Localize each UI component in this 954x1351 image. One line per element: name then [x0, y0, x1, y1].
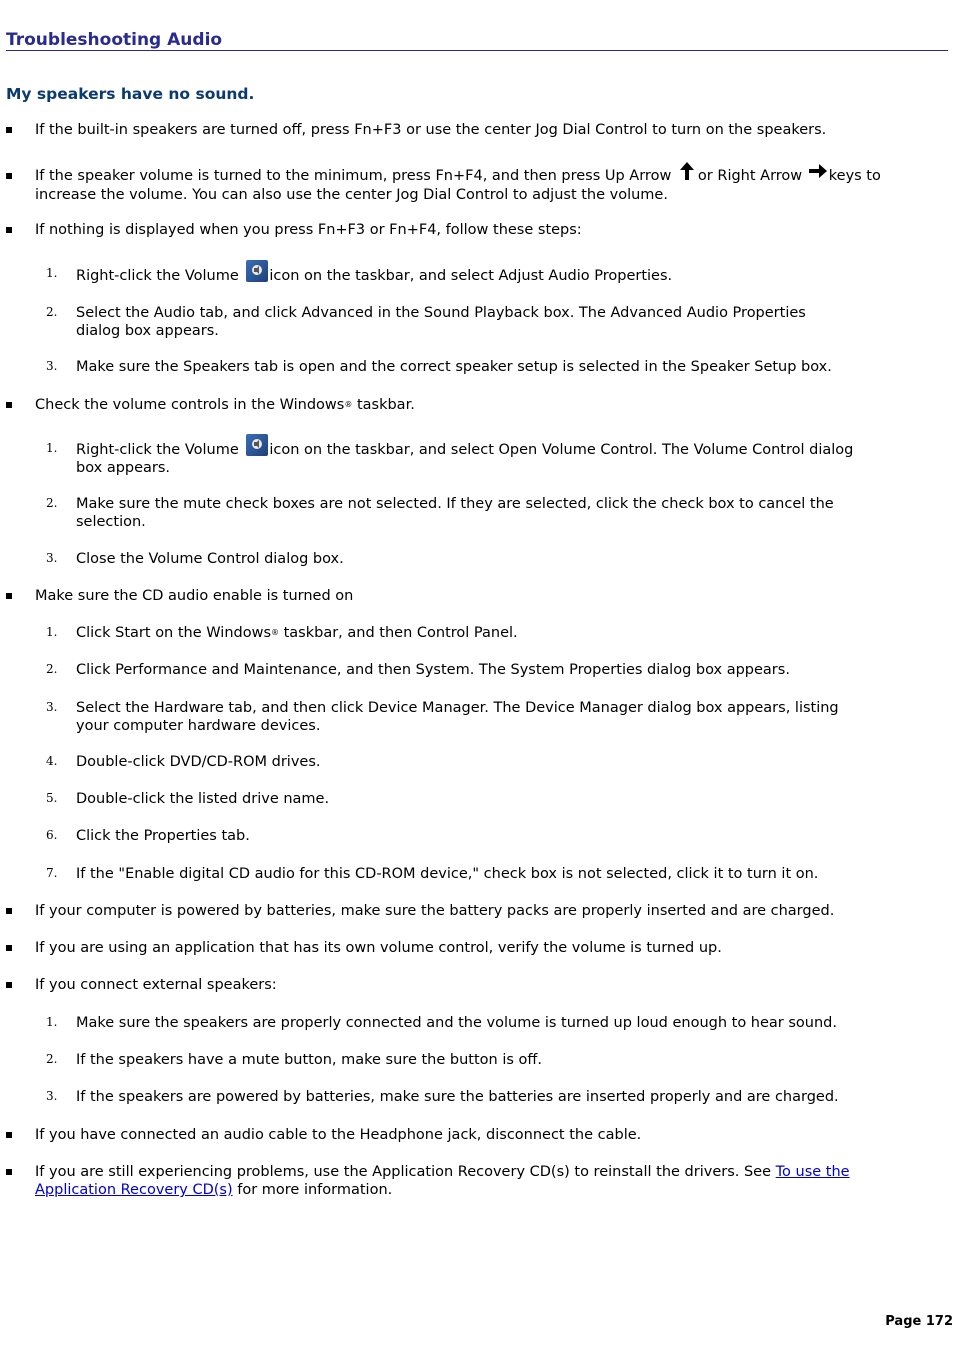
- step-text: Click the Properties tab.: [76, 828, 250, 844]
- bullet-text-part: Check the volume controls in the Windows: [35, 397, 345, 413]
- step-text-line: dialog box appears.: [76, 323, 219, 339]
- recovery-cd-link[interactable]: To use the: [775, 1164, 850, 1180]
- step-number: 5.: [46, 791, 58, 805]
- step-number: 4.: [46, 754, 58, 768]
- bullet-marker: [6, 173, 12, 179]
- up-arrow-icon: [676, 160, 698, 182]
- step-text-line: your computer hardware devices.: [76, 718, 321, 734]
- bullet-text-part: for more information.: [232, 1182, 393, 1198]
- step-text-part: icon on the taskbar, and select Adjust Audio Properties.: [269, 268, 673, 284]
- step-text: Make sure the speakers are properly connected and the volume is turned up loud enough to hear sound.: [76, 1015, 837, 1031]
- bullet-text: If you have connected an audio cable to the Headphone jack, disconnect the cable.: [35, 1127, 642, 1143]
- registered-mark: ®: [271, 628, 279, 637]
- step-text: Make sure the Speakers tab is open and the correct speaker setup is selected in the Speaker Setup box.: [76, 359, 832, 375]
- step-text: If the speakers are powered by batteries, make sure the batteries are inserted properly and are charged.: [76, 1089, 839, 1105]
- step-number: 7.: [46, 866, 58, 880]
- step-text: Double-click the listed drive name.: [76, 791, 330, 807]
- step-text: Close the Volume Control dialog box.: [76, 551, 344, 567]
- bullet-text: If the built-in speakers are turned off, press Fn+F3 or use the center Jog Dial Control to turn on the speakers.: [35, 122, 827, 138]
- bullet-text: If you connect external speakers:: [35, 977, 277, 993]
- step-text-part: Right-click the Volume: [76, 268, 244, 284]
- bullet-marker: [6, 227, 12, 233]
- bullet-text-part: If the speaker volume is turned to the minimum, press Fn+F4, and then press Up Arrow: [35, 168, 676, 184]
- registered-mark: ®: [344, 400, 353, 409]
- step-number: 6.: [46, 828, 58, 842]
- step-text-line: Select the Hardware tab, and then click Device Manager. The Device Manager dialog box appears, listing: [76, 700, 839, 716]
- step-number: 3.: [46, 1089, 58, 1103]
- section-heading: My speakers have no sound.: [6, 85, 255, 103]
- step-number: 2.: [46, 305, 58, 319]
- step-text: [76, 699, 906, 735]
- step-number: 3.: [46, 551, 58, 565]
- step-number: 1.: [46, 1015, 58, 1029]
- page-number-text: Page 172: [885, 1314, 953, 1329]
- bullet-text: [35, 1163, 915, 1199]
- bullet-text-part: or Right Arrow: [697, 168, 807, 184]
- step-text-line: selection.: [76, 514, 146, 530]
- bullet-marker: [6, 1169, 12, 1175]
- step-text: [76, 260, 906, 291]
- step-text: If the "Enable digital CD audio for this CD-ROM device," check box is not selected, click it to turn it on.: [76, 866, 819, 882]
- bullet-text: [35, 160, 940, 204]
- step-number: 2.: [46, 1052, 58, 1066]
- step-text: [76, 304, 906, 340]
- step-text: If the speakers have a mute button, make sure the button is off.: [76, 1052, 542, 1068]
- step-text-part: Click Start on the Windows: [76, 625, 271, 641]
- bullet-marker: [6, 127, 12, 133]
- step-text-line: Make sure the mute check boxes are not selected. If they are selected, click the check box to cancel the: [76, 496, 834, 512]
- bullet-text: Make sure the CD audio enable is turned on: [35, 588, 354, 604]
- step-text: [76, 434, 906, 477]
- step-text-part: taskbar, and then Control Panel.: [279, 625, 518, 641]
- volume-icon: [246, 260, 268, 282]
- bullet-text-part: taskbar.: [352, 397, 415, 413]
- step-text: Click Performance and Maintenance, and then System. The System Properties dialog box appears.: [76, 662, 790, 678]
- step-text-line: box appears.: [76, 460, 171, 476]
- bullet-text: [35, 396, 935, 414]
- step-number: 1.: [46, 266, 58, 280]
- step-text-line: Select the Audio tab, and click Advanced in the Sound Playback box. The Advanced Audio Properties: [76, 305, 806, 321]
- bullet-text-part: If you are still experiencing problems, use the Application Recovery CD(s) to reinstall the drivers. See: [35, 1164, 776, 1180]
- bullet-text-part: keys to: [828, 168, 881, 184]
- bullet-marker: [6, 982, 12, 988]
- step-number: 1.: [46, 441, 58, 455]
- step-text: [76, 495, 906, 531]
- bullet-marker: [6, 593, 12, 599]
- volume-icon: [246, 434, 268, 456]
- bullet-text: If nothing is displayed when you press Fn+F3 or Fn+F4, follow these steps:: [35, 222, 582, 238]
- step-number: 2.: [46, 662, 58, 676]
- step-number: 2.: [46, 496, 58, 510]
- page-number: [0, 1314, 954, 1329]
- page-title: Troubleshooting Audio: [6, 30, 948, 51]
- bullet-text-part: increase the volume. You can also use the center Jog Dial Control to adjust the volume.: [35, 187, 668, 203]
- right-arrow-icon: [807, 160, 829, 182]
- bullet-marker: [6, 402, 12, 408]
- step-number: 3.: [46, 359, 58, 373]
- bullet-marker: [6, 1132, 12, 1138]
- bullet-text: If you are using an application that has its own volume control, verify the volume is turned up.: [35, 940, 722, 956]
- bullet-marker: [6, 908, 12, 914]
- step-text-part: icon on the taskbar, and select Open Volume Control. The Volume Control dialog: [269, 442, 854, 458]
- bullet-text: If your computer is powered by batteries, make sure the battery packs are properly inserted and are charged.: [35, 903, 835, 919]
- bullet-marker: [6, 945, 12, 951]
- step-text: [76, 624, 906, 642]
- step-text: Double-click DVD/CD-ROM drives.: [76, 754, 321, 770]
- recovery-cd-link[interactable]: Application Recovery CD(s): [35, 1182, 233, 1198]
- step-number: 1.: [46, 625, 58, 639]
- step-text-part: Right-click the Volume: [76, 442, 244, 458]
- step-number: 3.: [46, 700, 58, 714]
